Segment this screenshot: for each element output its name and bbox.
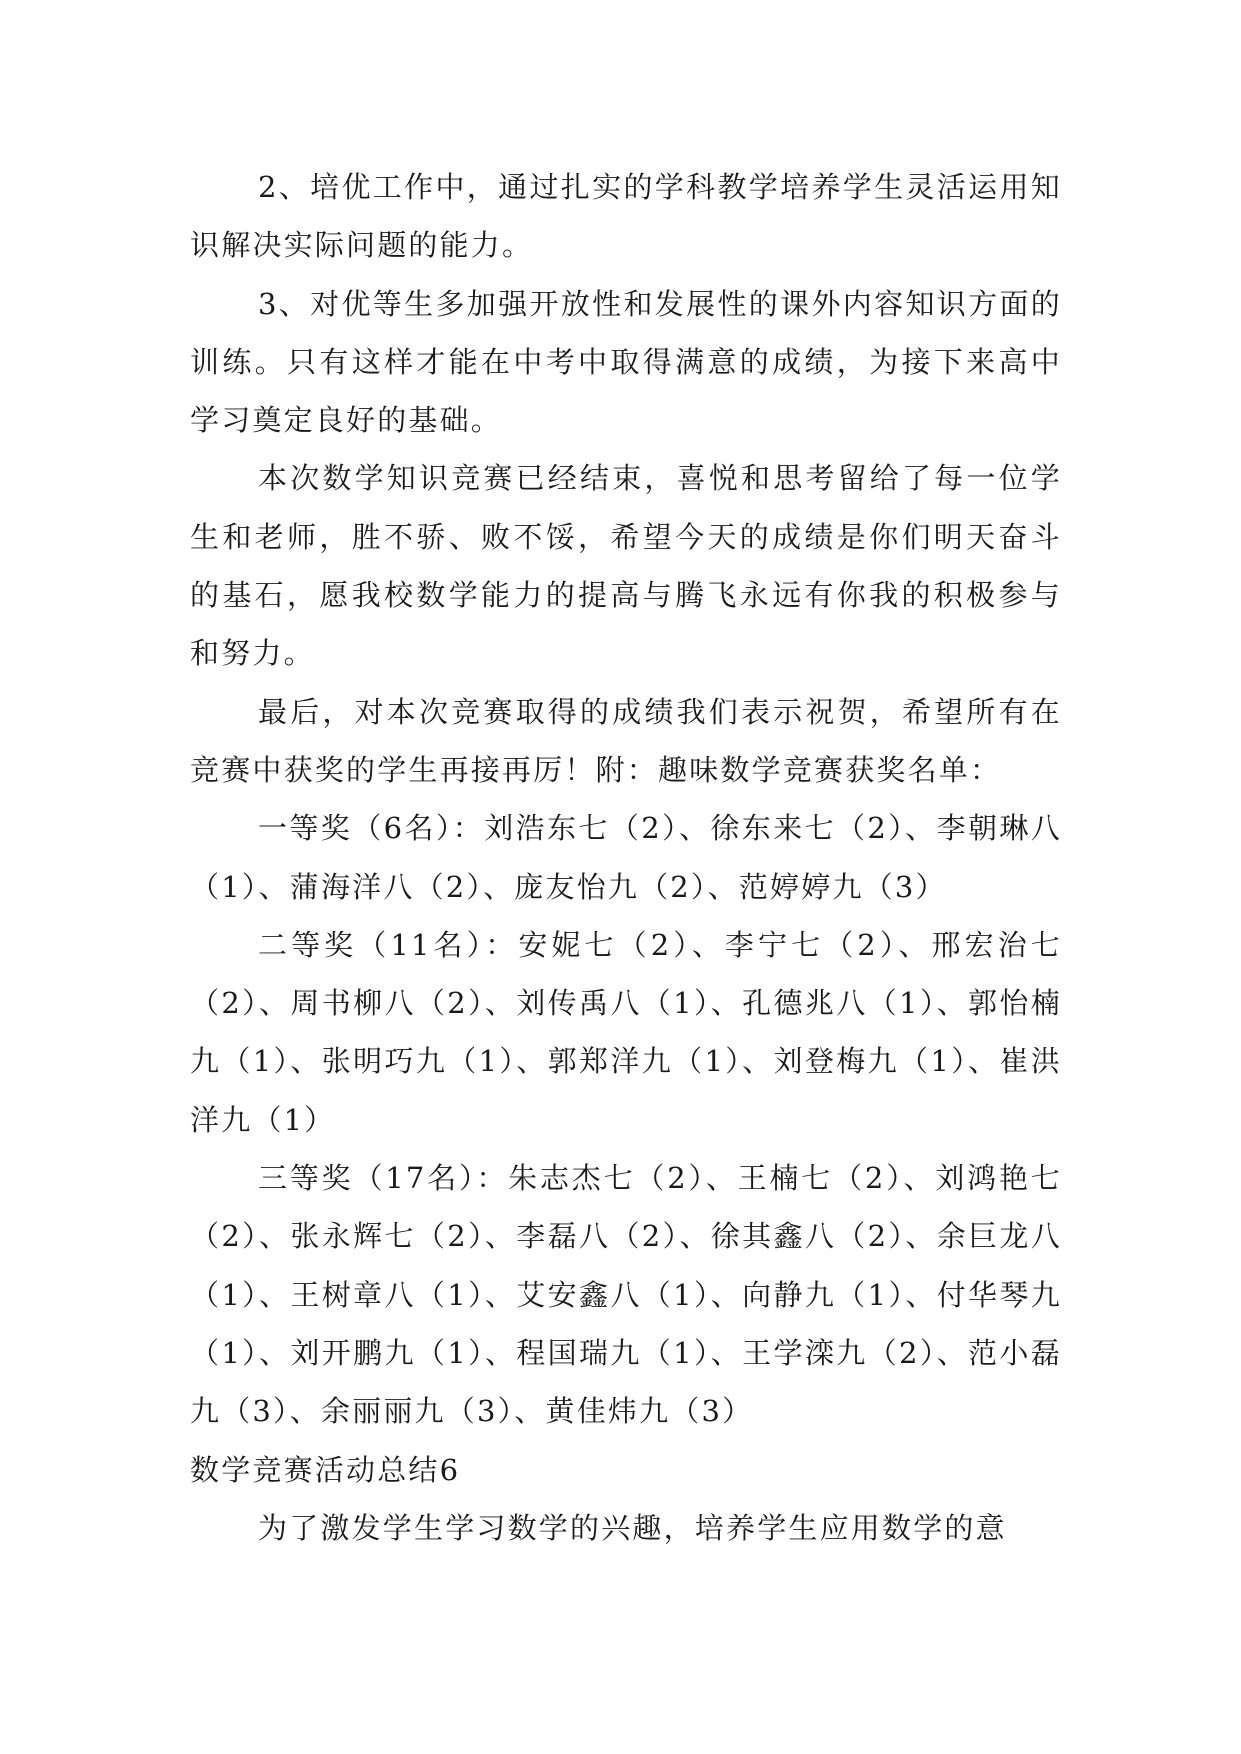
paragraph-competition-ended: 本次数学知识竞赛已经结束，喜悦和思考留给了每一位学生和老师，胜不骄、败不馁，希望今天的成绩是你们明天奋斗的基石，愿我校数学能力的提高与腾飞永远有你我的积极参与和努力。 — [190, 461, 1062, 671]
paragraph-third-prize: 三等奖（17名）：朱志杰七（2）、王楠七（2）、刘鸿艳七（2）、张永辉七（2）、李磊八（2）、徐其鑫八（2）、余巨龙八（1）、王树章八（1）、艾安鑫八（1）、向静九（1）、付华琴九（1）、刘开鹏九（1）、程国瑞九（1）、王学滦九（2）、范小磊九（3）、余丽丽九（3）、黄佳炜九（3） — [190, 1161, 1062, 1429]
section-title: 数学竞赛活动总结6 — [190, 1452, 461, 1487]
document-page — [190, 158, 1062, 1557]
paragraph-first-prize: 一等奖（6名）：刘浩东七（2）、徐东来七（2）、李朝琳八（1）、蒲海洋八（2）、庞友怡九（2）、范婷婷九（3） — [190, 811, 1062, 904]
paragraph-second-prize: 二等奖（11名）：安妮七（2）、李宁七（2）、邢宏治七（2）、周书柳八（2）、刘传禹八（1）、孔德兆八（1）、郭怡楠九（1）、张明巧九（1）、郭郑洋九（1）、刘登梅九（1）、崔洪洋九（1） — [190, 927, 1062, 1137]
paragraph-top-students: 3、对优等生多加强开放性和发展性的课外内容知识方面的训练。只有这样才能在中考中取得满意的成绩，为接下来高中学习奠定良好的基础。 — [190, 286, 1062, 438]
paragraph-closing: 为了激发学生学习数学的兴趣，培养学生应用数学的意 — [258, 1510, 1007, 1545]
paragraph-congratulations: 最后，对本次竞赛取得的成绩我们表示祝贺，希望所有在竞赛中获奖的学生再接再厉！附：趣味数学竞赛获奖名单： — [190, 694, 1062, 787]
paragraph-cultivation: 2、培优工作中，通过扎实的学科教学培养学生灵活运用知识解决实际问题的能力。 — [190, 170, 1062, 263]
